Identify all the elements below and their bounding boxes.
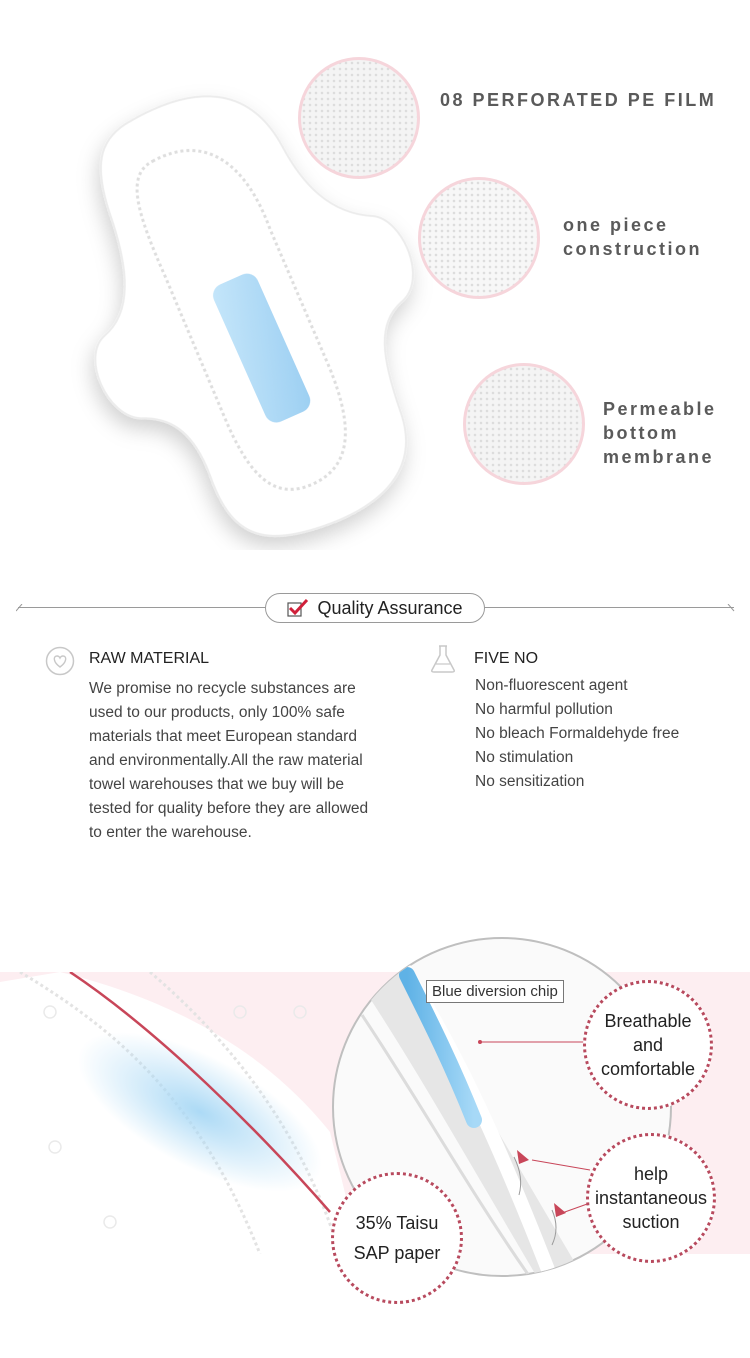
- five-no-heading: FIVE NO: [474, 650, 539, 667]
- suction-callout: [586, 1133, 716, 1263]
- breathable-callout: [583, 980, 713, 1110]
- callout-line: SAP paper: [353, 1243, 441, 1263]
- five-no-list: [475, 674, 679, 794]
- list-item: No sensitization: [475, 773, 585, 790]
- callout-line: comfortable: [600, 1059, 696, 1079]
- list-item: No bleach Formaldehyde free: [475, 725, 680, 742]
- blue-diversion-chip-label: Blue diversion chip: [426, 980, 564, 1003]
- feature-label-membrane: [603, 397, 717, 469]
- list-item: Non-fluorescent agent: [475, 677, 628, 694]
- sap-paper-callout: [331, 1172, 463, 1304]
- feature-label-perforated-film: 08 PERFORATED PE FILM: [440, 90, 717, 110]
- feature-line: bottom: [603, 423, 679, 443]
- divider-right: [484, 607, 734, 608]
- feature-line: Permeable: [603, 399, 717, 419]
- feature-line: membrane: [603, 447, 715, 467]
- product-feature-section: [0, 0, 750, 580]
- quality-assurance-badge: [265, 593, 485, 623]
- callout-line: suction: [622, 1212, 680, 1232]
- raw-material-text: We promise no recycle substances are used to our products, only 100% safe materials that meet European standard and environmentally.All the raw material towel warehouses that we buy will be tested for quality before they are allowed to enter the warehouse.: [89, 680, 369, 841]
- callout-line: Breathable: [604, 1011, 692, 1031]
- divider-left: [18, 607, 268, 608]
- callout-line: instantaneous: [594, 1188, 708, 1208]
- heart-icon: [45, 646, 75, 676]
- flask-icon: [429, 644, 457, 674]
- raw-material-heading: RAW MATERIAL: [89, 650, 210, 667]
- perforated-film-swatch: [298, 57, 420, 179]
- list-item: No stimulation: [475, 749, 574, 766]
- divider-tick: [16, 604, 24, 612]
- checkbox-check-icon: [287, 599, 309, 617]
- feature-label-construction: [563, 213, 702, 261]
- construction-swatch: [418, 177, 540, 299]
- callout-line: and: [632, 1035, 664, 1055]
- callout-line: 35% Taisu: [355, 1213, 439, 1233]
- quality-title: Quality Assurance: [317, 597, 463, 618]
- divider-tick: [727, 604, 735, 612]
- feature-line: one piece: [563, 215, 669, 235]
- callout-line: help: [633, 1164, 669, 1184]
- feature-line: construction: [563, 239, 703, 259]
- list-item: No harmful pollution: [475, 701, 613, 718]
- bottom-membrane-swatch: [463, 363, 585, 485]
